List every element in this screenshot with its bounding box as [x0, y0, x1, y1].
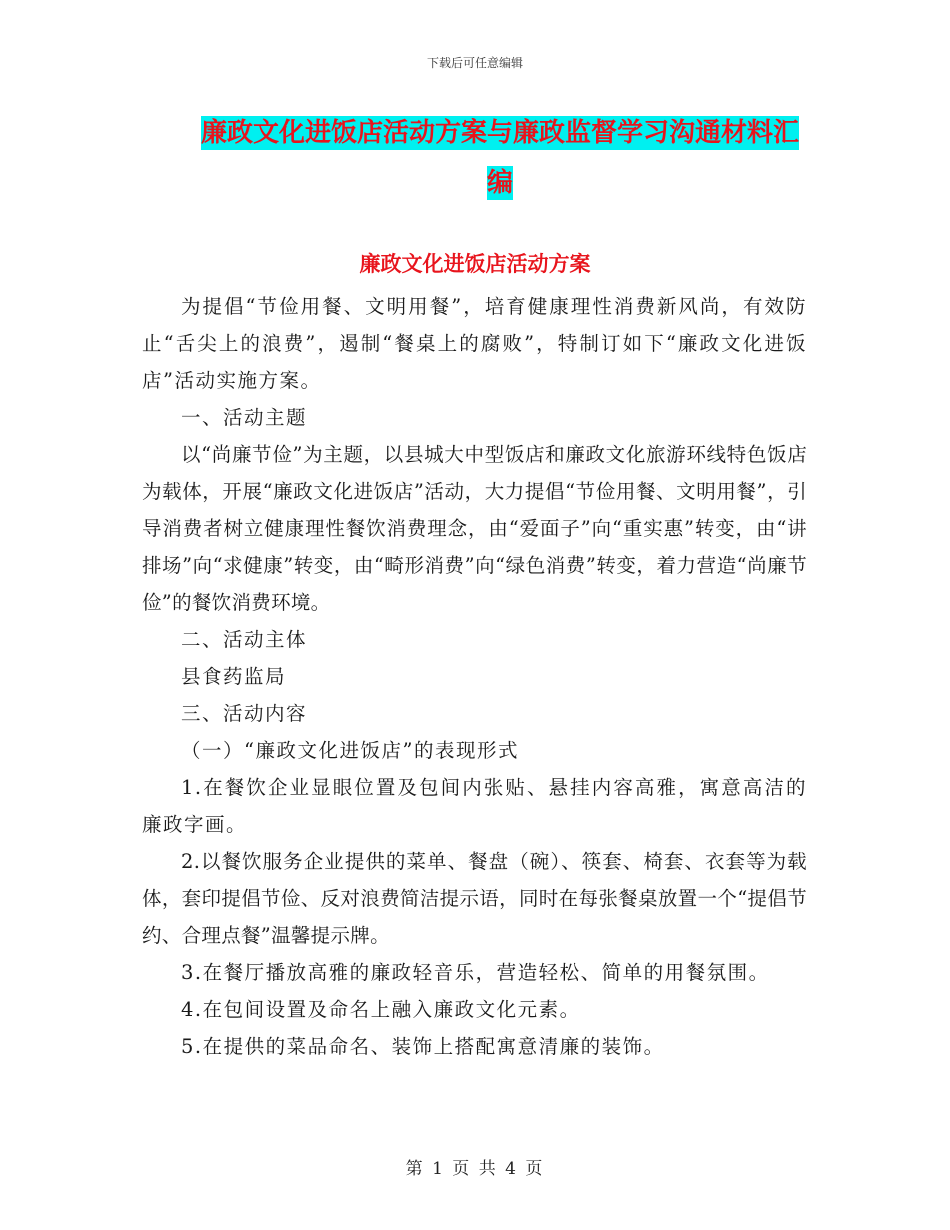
list-item-4: 4.在包间设置及命名上融入廉政文化元素。: [181, 998, 581, 1021]
paragraph-intro: 为提倡“节俭用餐、文明用餐”，培育健康理性消费新风尚，有效防止“舌尖上的浪费”，遏制“餐桌上的腐败”，特制订如下“廉政文化进饭店”活动实施方案。: [142, 295, 807, 392]
subheading-forms: （一）“廉政文化进饭店”的表现形式: [181, 739, 519, 762]
header-note: 下载后可任意编辑: [426, 56, 523, 70]
document-title-text: 廉政文化进饭店活动方案与廉政监督学习沟通材料汇编: [200, 118, 799, 198]
list-item-1: 1.在餐饮企业显眼位置及包间内张贴、悬挂内容高雅，寓意高洁的廉政字画。: [142, 776, 807, 836]
list-item-3: 3.在餐厅播放高雅的廉政轻音乐，营造轻松、简单的用餐氛围。: [181, 961, 770, 984]
list-item-5: 5.在提供的菜品命名、装饰上搭配寓意清廉的装饰。: [181, 1035, 665, 1058]
body-text: [142, 288, 807, 1065]
document-title: [190, 108, 810, 208]
heading-activity-subject: 二、活动主体: [181, 628, 308, 651]
list-item-2: 2.以餐饮服务企业提供的菜单、餐盘（碗）、筷套、椅套、衣套等为载体，套印提倡节俭、反对浪费简洁提示语，同时在每张餐桌放置一个“提倡节约、合理点餐”温馨提示牌。: [142, 850, 807, 947]
heading-activity-theme: 一、活动主题: [181, 406, 308, 429]
heading-activity-content: 三、活动内容: [181, 702, 308, 725]
page-footer: 第 1 页 共 4 页: [405, 1159, 545, 1179]
paragraph-subject: 县食药监局: [181, 665, 287, 688]
section-title: 廉政文化进饭店活动方案: [359, 251, 591, 276]
paragraph-theme: 以“尚廉节俭”为主题，以县城大中型饭店和廉政文化旅游环线特色饭店为载体，开展“廉政文化进饭店”活动，大力提倡“节俭用餐、文明用餐”，引导消费者树立健康理性餐饮消费理念，由“爱面子”向“重实惠”转变，由“讲排场”向“求健康”转变，由“畸形消费”向“绿色消费”转变，着力营造“尚廉节俭”的餐饮消费环境。: [142, 443, 807, 614]
